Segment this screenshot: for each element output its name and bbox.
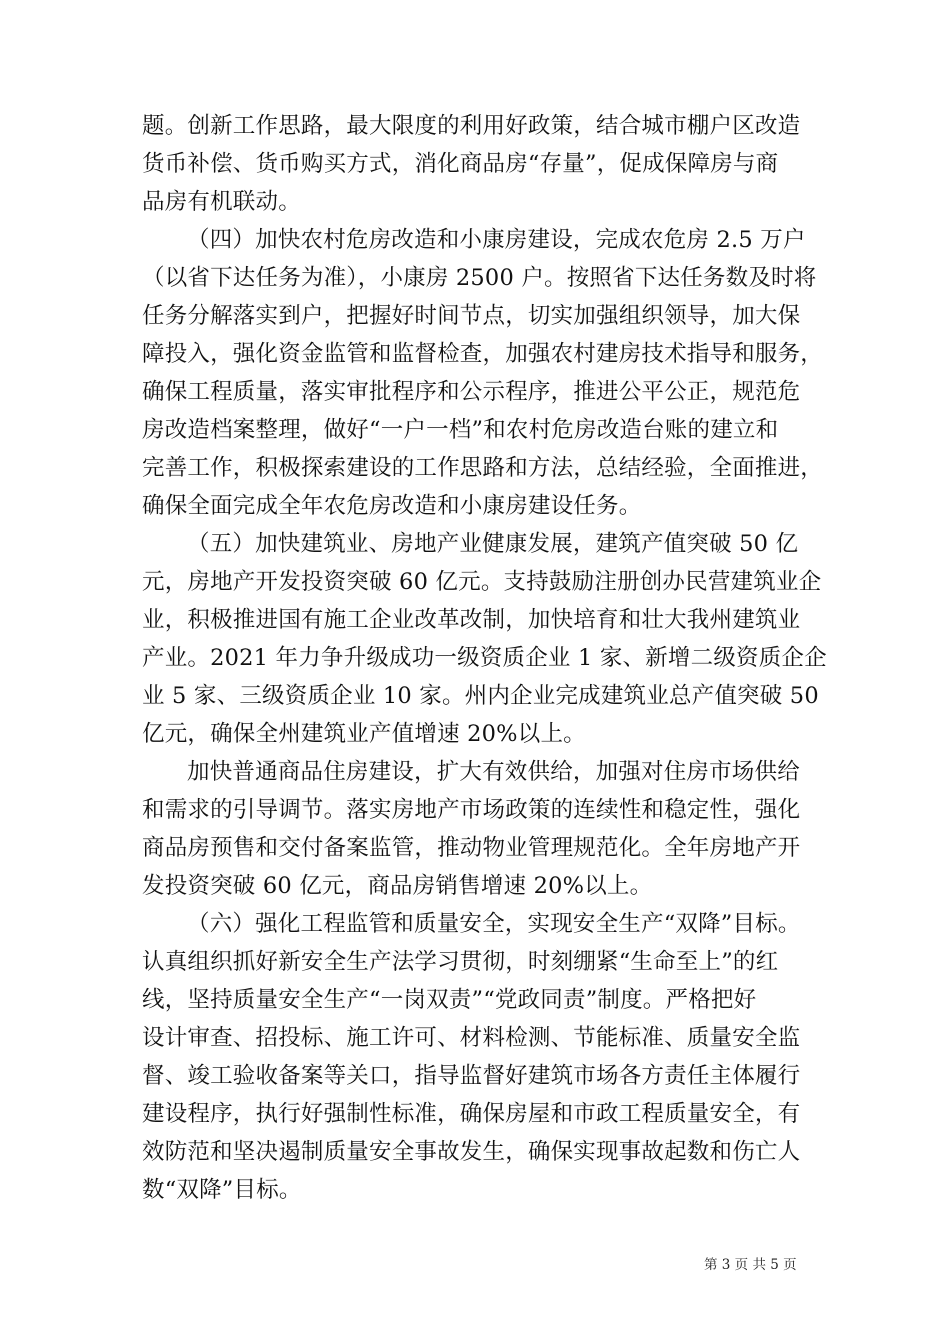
text-line: 发投资突破 60 亿元，商品房销售增速 20%以上。 <box>142 873 653 899</box>
text-line: 元，房地产开发投资突破 60 亿元。支持鼓励注册创办民营建筑业企 <box>142 569 822 595</box>
paragraph-first-line: 加快普通商品住房建设，扩大有效供给，加强对住房市场供给 <box>187 759 800 785</box>
text-line: 完善工作，积极探索建设的工作思路和方法，总结经验，全面推进， <box>142 455 824 481</box>
text-line: 业，积极推进国有施工企业改革改制，加快培育和壮大我州建筑业 <box>142 607 801 633</box>
text-line: 商品房预售和交付备案监管，推动物业管理规范化。全年房地产开 <box>142 835 801 861</box>
text-line: 业 5 家、三级资质企业 10 家。州内企业完成建筑业总产值突破 50 <box>142 683 819 709</box>
page-number-footer: 第 3 页 共 5 页 <box>704 1257 797 1273</box>
text-line: 和需求的引导调节。落实房地产市场政策的连续性和稳定性，强化 <box>142 797 801 823</box>
text-line: 线，坚持质量安全生产“一岗双责”“党政同责”制度。严格把好 <box>142 987 757 1013</box>
text-line: 确保全面完成全年农危房改造和小康房建设任务。 <box>142 493 642 519</box>
text-line: 亿元，确保全州建筑业产值增速 20%以上。 <box>142 721 586 747</box>
text-line: 督、竣工验收备案等关口，指导监督好建筑市场各方责任主体履行 <box>142 1063 801 1089</box>
text-line: 认真组织抓好新安全生产法学习贯彻，时刻绷紧“生命至上”的红 <box>142 949 779 975</box>
text-line: 产业。2021 年力争升级成功一级资质企业 1 家、新增二级资质企企 <box>142 645 827 671</box>
text-line: 房改造档案整理，做好“一户一档”和农村危房改造台账的建立和 <box>142 417 779 443</box>
text-line: 建设程序，执行好强制性标准，确保房屋和市政工程质量安全，有 <box>142 1101 801 1127</box>
text-line: 障投入，强化资金监管和监督检查，加强农村建房技术指导和服务， <box>142 341 824 367</box>
text-line: 品房有机联动。 <box>142 189 301 215</box>
text-line: （以省下达任务为准），小康房 2500 户。按照省下达任务数及时将 <box>142 265 817 291</box>
text-line: 题。创新工作思路，最大限度的利用好政策，结合城市棚户区改造 <box>142 113 801 139</box>
paragraph-heading-4: （四）加快农村危房改造和小康房建设，完成农危房 2.5 万户 <box>187 227 806 253</box>
paragraph-heading-5: （五）加快建筑业、房地产业健康发展，建筑产值突破 50 亿 <box>187 531 799 557</box>
text-line: 任务分解落实到户，把握好时间节点，切实加强组织领导，加大保 <box>142 303 801 329</box>
text-line: 货币补偿、货币购买方式，消化商品房“存量”，促成保障房与商 <box>142 151 779 177</box>
text-line: 数“双降”目标。 <box>142 1177 302 1203</box>
paragraph-heading-6: （六）强化工程监管和质量安全，实现安全生产“双降”目标。 <box>187 911 801 937</box>
text-line: 确保工程质量，落实审批程序和公示程序，推进公平公正，规范危 <box>142 379 801 405</box>
text-line: 效防范和坚决遏制质量安全事故发生，确保实现事故起数和伤亡人 <box>142 1139 801 1165</box>
text-line: 设计审查、招投标、施工许可、材料检测、节能标准、质量安全监 <box>142 1025 801 1051</box>
